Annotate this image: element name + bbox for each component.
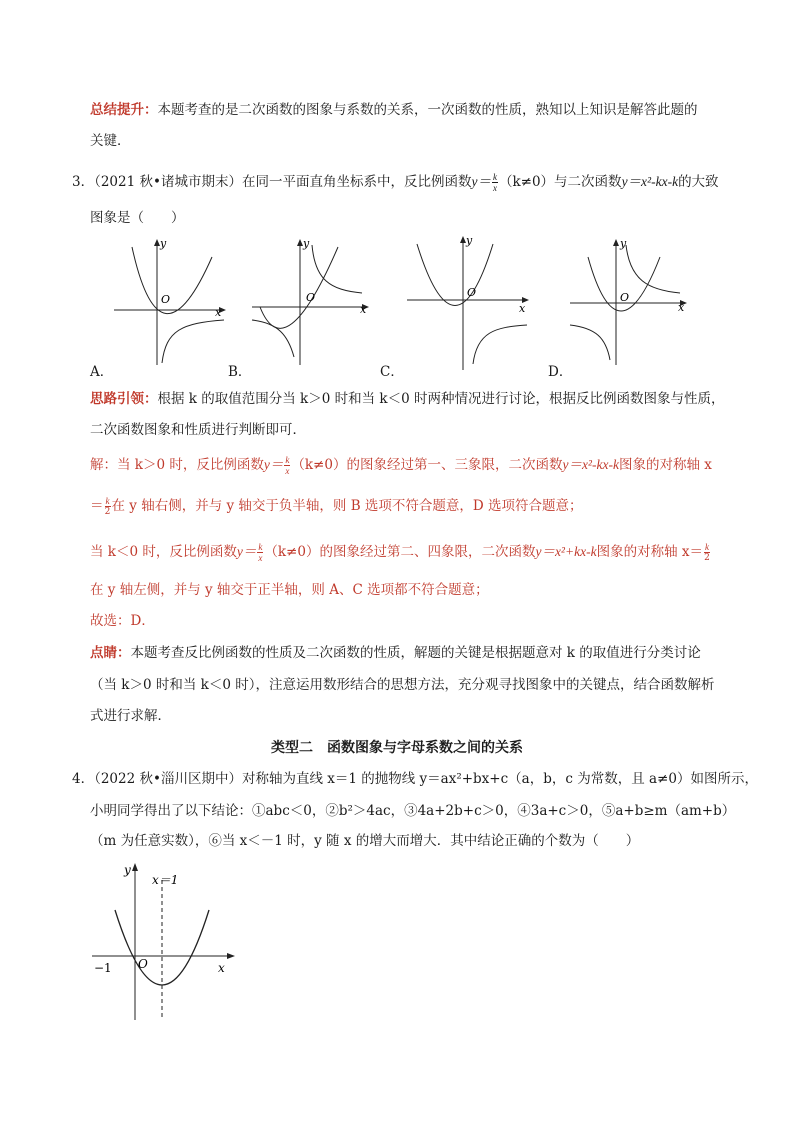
solution-line-2 bbox=[90, 496, 583, 517]
q3-line-2 bbox=[90, 208, 185, 228]
solution-line-5 bbox=[90, 611, 155, 631]
hint-label: 思路引领： bbox=[90, 391, 158, 407]
q4-graph-y-label: y bbox=[124, 863, 131, 877]
q4-text-2: 小明同学得出了以下结论：①abc＜0，②b²＞4ac，③4a+2b+c＞0，④3a+c＞0，⑤a+b≥m（am+b） bbox=[90, 803, 736, 819]
summary-text-1: 本题考查的是二次函数的图象与系数的关系，一次函数的性质，熟知以上知识是解答此题的 bbox=[157, 102, 698, 118]
solution-frac-3: $\frac{k}{x}$ bbox=[258, 542, 263, 563]
q4-graph-o-label: O bbox=[138, 957, 148, 971]
hint-line-2 bbox=[90, 420, 306, 440]
q4-graph-minus-one: −1 bbox=[94, 961, 112, 975]
q3-func1: y＝ bbox=[471, 174, 491, 189]
q4-graph-axis-label: x＝1 bbox=[152, 873, 179, 887]
q4-graph-x-label: x bbox=[218, 961, 225, 975]
q3-stem-b: 的大致 bbox=[678, 174, 719, 190]
solution-l4: 在 y 轴左侧，并与 y 轴交于正半轴，则 A、C 选项都不符合题意； bbox=[90, 582, 489, 598]
graph-b-y-label: y bbox=[303, 237, 310, 250]
graph-option-b bbox=[250, 235, 370, 370]
comment-line-3 bbox=[90, 706, 171, 726]
solution-y-eq-1: y＝ bbox=[263, 457, 284, 472]
q3-func2: y＝x²-kx-k bbox=[621, 174, 679, 189]
solution-l2b: 在 y 轴右侧，并与 y 轴交于负半轴，则 B 选项不符合题意，D 选项符合题意； bbox=[111, 498, 583, 514]
graph-c-x-label: x bbox=[519, 302, 526, 315]
q4-number: 4． bbox=[72, 771, 95, 787]
graph-a-y-label: y bbox=[160, 237, 167, 250]
solution-frac-1: $\frac{k}{x}$ bbox=[285, 455, 290, 476]
solution-frac-4: $\frac{k}{2}$ bbox=[704, 542, 710, 563]
graph-d-o-label: O bbox=[620, 291, 630, 304]
solution-l1a: 解：当 k＞0 时，反比例函数 bbox=[90, 457, 264, 473]
summary-label: 总结提升： bbox=[90, 102, 158, 118]
q4-line-2 bbox=[90, 801, 735, 821]
solution-l1c: y＝x²-kx-k bbox=[562, 457, 619, 472]
solution-l3b: （k≠0）的图象经过第二、四象限，二次函数 bbox=[264, 544, 536, 560]
solution-l2a: ＝ bbox=[90, 498, 104, 514]
graph-d-y-label: y bbox=[620, 237, 627, 250]
q3-cond: （k≠0）与二次函数 bbox=[498, 174, 622, 190]
graph-c-y-label: y bbox=[466, 234, 473, 247]
hint-text-2: 二次函数图象和性质进行判断即可． bbox=[90, 422, 306, 438]
option-c-label[interactable]: C． bbox=[380, 364, 404, 380]
q4-line-3 bbox=[90, 831, 639, 851]
summary-text-2: 关键． bbox=[90, 133, 131, 149]
graph-option-c bbox=[405, 232, 530, 372]
solution-y-eq-2: y＝ bbox=[236, 544, 257, 559]
hint-line-1 bbox=[90, 389, 724, 409]
q4-line-1 bbox=[72, 769, 758, 789]
q3-stem-a: （2021 秋•诸城市期末）在同一平面直角坐标系中，反比例函数 bbox=[94, 174, 472, 190]
q3-fraction: $\frac{k}{x}$ bbox=[492, 172, 497, 193]
comment-text-3: 式进行求解． bbox=[90, 708, 171, 724]
comment-line-2 bbox=[90, 675, 714, 695]
solution-l1b: （k≠0）的图象经过第一、三象限，二次函数 bbox=[291, 457, 563, 473]
solution-frac-2: $\frac{k}{2}$ bbox=[104, 496, 111, 517]
q4-text-1: （2022 秋•淄川区期中）对称轴为直线 x＝1 的抛物线 y＝ax²+bx+c（a，b，c 为常数，且 a≠0）如图所示， bbox=[94, 771, 758, 787]
comment-text-2: （当 k＞0 时和当 k＜0 时），注意运用数形结合的思想方法，充分观寻找图象中的关键点，结合函数解析 bbox=[90, 677, 715, 693]
q4-text-3: （m 为任意实数），⑥当 x＜－1 时，y 随 x 的增大而增大．其中结论正确的个数为（ ） bbox=[90, 833, 640, 849]
solution-l1d: 图象的对称轴 x bbox=[618, 457, 712, 473]
summary-line-1 bbox=[90, 100, 698, 120]
solution-l3c: y＝x²+kx-k bbox=[535, 544, 597, 559]
comment-text-1: 本题考查反比例函数的性质及二次函数的性质，解题的关键是根据题意对 k 的取值进行分类讨论 bbox=[130, 645, 701, 661]
graph-b-x-label: x bbox=[360, 303, 367, 316]
graph-d-x-label: x bbox=[678, 301, 685, 314]
hint-text-1: 根据 k 的取值范围分当 k＞0 时和当 k＜0 时两种情况进行讨论，根据反比例函数图象与性质， bbox=[157, 391, 725, 407]
solution-line-4 bbox=[90, 580, 489, 600]
graph-a-x-label: x bbox=[215, 306, 222, 319]
graph-b-o-label: O bbox=[306, 291, 316, 304]
q3-number: 3． bbox=[72, 174, 95, 190]
solution-l5: 故选：D． bbox=[90, 613, 155, 629]
solution-line-1 bbox=[90, 455, 712, 476]
comment-line-1 bbox=[90, 643, 701, 663]
graph-option-a bbox=[112, 235, 227, 370]
q3-line-1 bbox=[72, 172, 719, 193]
q4-graph bbox=[90, 860, 240, 1025]
comment-label: 点睛： bbox=[90, 645, 131, 661]
solution-l3d: 图象的对称轴 x＝ bbox=[596, 544, 703, 560]
graph-option-d bbox=[568, 235, 688, 370]
q3-stem-c: 图象是（ ） bbox=[90, 210, 185, 226]
option-d-label[interactable]: D． bbox=[548, 364, 573, 380]
option-a-label[interactable]: A． bbox=[90, 364, 114, 380]
summary-line-2 bbox=[90, 131, 131, 151]
solution-line-3 bbox=[90, 542, 711, 563]
graph-a-o-label: O bbox=[161, 293, 171, 306]
option-b-label[interactable]: B． bbox=[228, 364, 252, 380]
graph-c-o-label: O bbox=[467, 286, 477, 299]
solution-l3a: 当 k＜0 时，反比例函数 bbox=[90, 544, 237, 560]
section-heading: 类型二 函数图象与字母系数之间的关系 bbox=[271, 740, 523, 756]
